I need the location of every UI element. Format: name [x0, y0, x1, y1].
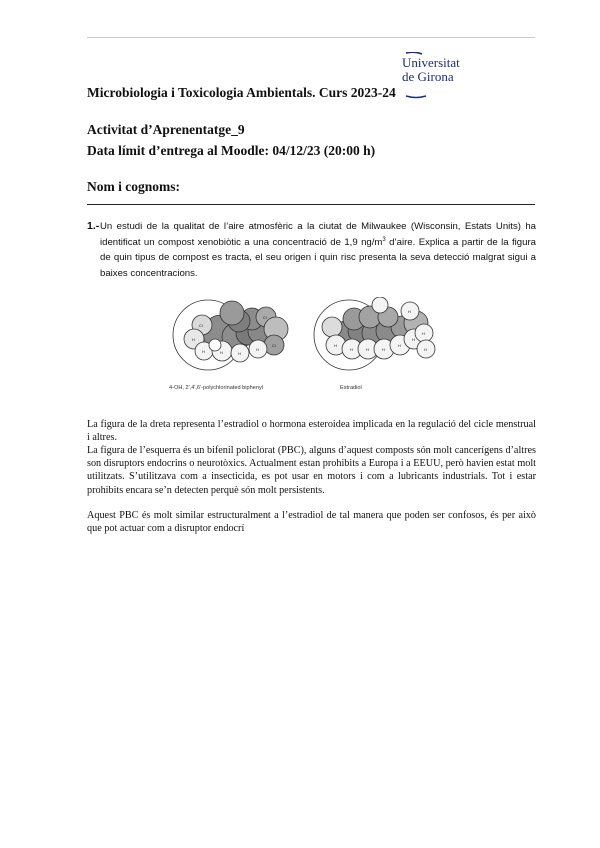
molecule-figure	[166, 297, 456, 399]
pcb-atom-label-3: H	[220, 350, 223, 355]
estradiol-atom-label-4: H	[382, 347, 385, 352]
estradiol-atom-label-1: H	[334, 343, 337, 348]
question-text-before: Un estudi de la qualitat de l’aire atmosfèric a la ciutat de Milwaukee (Wisconsin, Estats Units) ha identificat un compost xenobiòtic a una concentració de 1,9 ng/m	[100, 221, 536, 248]
deadline-text: Data límit d’entrega al Moodle: 04/12/23 (20:00 h)	[87, 143, 376, 158]
logo-line-1: Universitat	[402, 55, 460, 70]
estradiol-caption: Estradiol	[340, 385, 362, 391]
university-logo	[400, 51, 480, 101]
pcb-caption: 4-OH, 2',4',6'-polychlorinated biphenyl	[169, 385, 263, 391]
question-superscript: 3	[382, 236, 386, 243]
estradiol-molecule	[314, 297, 435, 370]
estradiol-atom-label-9: H	[408, 309, 411, 314]
pcb-chlorine-label-2: Cl	[263, 315, 267, 320]
answer-paragraph-1: La figura de la dreta representa l’estradiol o hormona esteroidea implicada en la regulació del cicle menstrual i altres.	[87, 419, 536, 444]
question-number: 1.-	[87, 220, 100, 232]
pcb-chlorine-label-3: Cl	[272, 343, 276, 348]
estradiol-atom-label-7: H	[422, 331, 425, 336]
molecule-models	[166, 297, 456, 399]
logo-line-2: de Girona	[402, 69, 454, 84]
answer-paragraph-2: La figura de l’esquerra és un bifenil policlorat (PBC), alguns d’aquest composts són molt cancerígens d’altres son disruptors endocrins o neurotòxics. Actualment estan prohibits a Europa i a EEUU, però havien estat molt utilitzats. S’utilitzava com a insecticida, es pot usar en motors i com a lubricants industrials. Tot i estar prohibits encara se’n detecten perquè són molt persistents.	[87, 445, 536, 496]
answer-paragraph-3: Aquest PBC és molt similar estructuralment a l’estradiol de tal manera que poden ser confosos, és per això que pot actuar com a disruptor endocrí	[87, 510, 536, 535]
logo-mark-icon	[404, 52, 474, 102]
question-text-after: d’aire. Explica a partir de la figura de quin tipus de compost es tracta, el seu origen i quin risc presenta la seva detecció malgrat sigui a baixes concentracions.	[100, 236, 536, 279]
name-underline	[87, 204, 535, 205]
question-text	[100, 219, 536, 281]
estradiol-atom-label-8: H	[424, 347, 427, 352]
estradiol-atom-label-2: H	[350, 347, 353, 352]
course-title: Microbiologia i Toxicologia Ambientals. Curs 2023-24	[87, 85, 396, 100]
pcb-molecule	[173, 300, 288, 370]
pcb-atom-label-1: H	[192, 337, 195, 342]
pcb-atom-label-2: H	[202, 349, 205, 354]
pcb-atom-label-5: H	[256, 347, 259, 352]
estradiol-atom-label-5: H	[398, 343, 401, 348]
activity-title: Activitat d’Aprenentatge_9	[87, 122, 245, 137]
pcb-chlorine-label-1: Cl	[199, 323, 203, 328]
question-1	[87, 219, 536, 281]
estradiol-atom-label-3: H	[366, 347, 369, 352]
pcb-atom-label-4: H	[238, 351, 241, 356]
top-divider	[87, 37, 535, 38]
estradiol-atom-label-6: H	[412, 337, 415, 342]
name-label: Nom i cognoms:	[87, 179, 180, 194]
